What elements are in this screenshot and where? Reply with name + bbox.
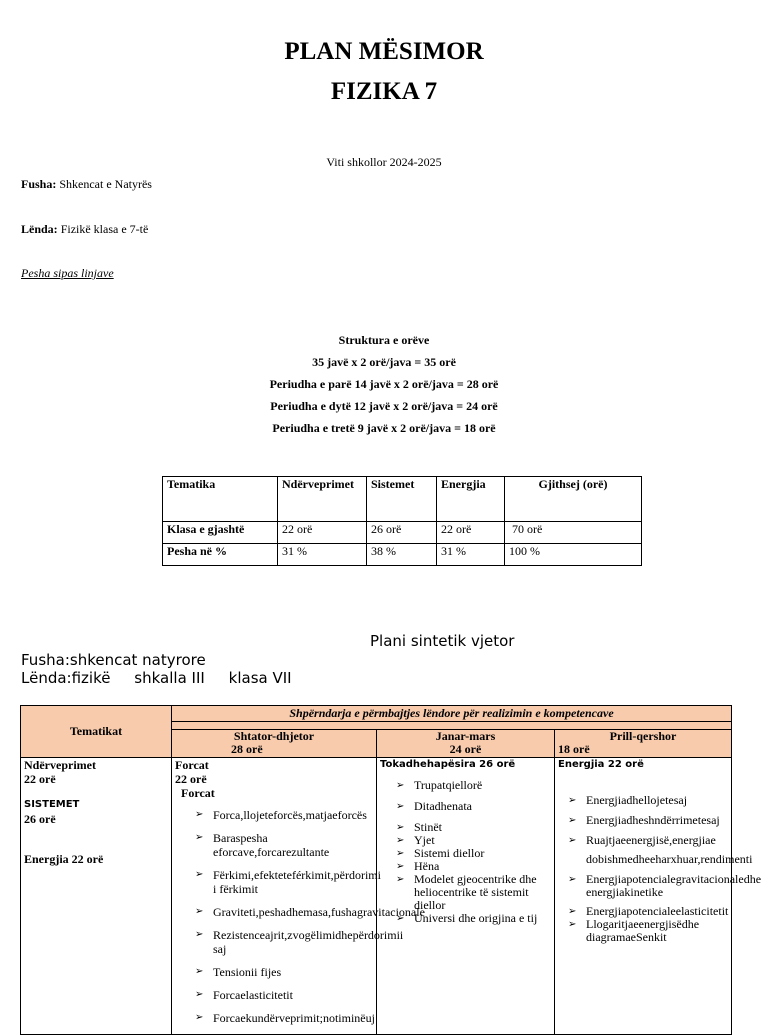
topic-list <box>380 779 551 813</box>
themes-cell <box>21 758 172 1035</box>
theme-name: Ndërveprimet <box>24 758 96 772</box>
list-item: ➢ Baraspesha eforcave,forcarezultante <box>191 831 373 859</box>
list-item: ➢ Fërkimi,efekteteférkimit,përdorimi i fërkimit <box>191 868 373 896</box>
table-row <box>163 522 642 544</box>
header-cell: Energjia <box>437 477 505 522</box>
header-cell: Tematika <box>163 477 278 522</box>
fusha-label: Fusha: <box>21 177 57 191</box>
table-cell: 31 % <box>278 544 367 566</box>
period-name: Janar-mars <box>435 729 496 743</box>
theme-hours: 26 orë <box>24 812 56 826</box>
synthetic-plan-title: Plani sintetik vjetor <box>370 632 515 650</box>
table-cell: 70 orë <box>505 522 642 544</box>
theme-name: Energjia 22 orë <box>24 852 104 866</box>
header-cell: Ndërveprimet <box>278 477 367 522</box>
fusha-line <box>21 177 152 192</box>
list-item: ➢ Energjiapotencialegravitacionaledhe energjiakinetike <box>564 873 728 899</box>
list-item: ➢ Yjet <box>392 834 551 847</box>
table-cell: 100 % <box>505 544 642 566</box>
list-item: ➢ Rezistenceajrit,zvogëlimidhepërdorimii saj <box>191 928 373 956</box>
plan-header-row <box>21 706 732 722</box>
structure-line: Periudha e parë 14 javë x 2 orë/java = 28 orë <box>269 377 499 391</box>
period-content-cell <box>555 758 762 1035</box>
header-cell: Sistemet <box>367 477 437 522</box>
list-item: ➢ Forcaekundërveprimit;notiminëuj <box>191 1011 373 1025</box>
period-cell <box>377 730 555 758</box>
period-cell <box>172 730 377 758</box>
plan-table <box>20 705 762 1035</box>
period-name: Shtator-dhjetor <box>233 729 315 743</box>
synthetic-lenda: Lënda:fizikë shkalla III klasa VII <box>21 669 292 687</box>
topic-list <box>558 791 753 869</box>
topic-hours: 22 orë <box>175 772 207 786</box>
list-item: ➢ Trupatqiellorë <box>392 779 551 792</box>
list-item: ➢ Stinët <box>392 821 551 834</box>
list-item: ➢ Energjiadhellojetesaj <box>564 791 728 810</box>
list-item: ➢ Ditadhenata <box>392 800 551 813</box>
structure-line: Periudha e dytë 12 javë x 2 orë/java = 24 orë <box>270 399 498 413</box>
synthetic-fusha: Fusha:shkencat natyrore <box>21 651 206 669</box>
school-year: Viti shkollor 2024-2025 <box>326 155 442 169</box>
list-item: ➢ Universi dhe origjina e tij <box>392 912 551 925</box>
period-cell <box>555 730 732 758</box>
list-item: ➢ Hëna <box>392 860 551 873</box>
table-header-row <box>163 477 642 522</box>
structure-heading: Struktura e orëve <box>338 333 430 347</box>
list-item: ➢ Ruajtjaeenergjisë,energjiae dobishmedheeharxhuar,rendimenti <box>564 831 728 869</box>
table-cell: 22 orë <box>437 522 505 544</box>
topic-heading: Forcat <box>175 758 209 772</box>
row-label-cell: Klasa e gjashtë <box>163 522 278 544</box>
list-item: ➢ Tensionii fijes <box>191 965 373 979</box>
topic-list <box>558 872 762 944</box>
period-hours: 18 orë <box>558 742 590 756</box>
table-cell: 38 % <box>367 544 437 566</box>
theme-hours: 22 orë <box>24 772 56 786</box>
list-item: ➢ Energjiapotencialeelasticitetit <box>564 905 728 918</box>
list-item: ➢ Forcaelasticitetit <box>191 988 373 1002</box>
table-cell: 31 % <box>437 544 505 566</box>
lenda-value: Fizikë klasa e 7-të <box>60 222 149 236</box>
list-item: ➢ Forca,llojeteforcës,matjaeforcës <box>191 808 373 822</box>
distribution-header: Shpërndarja e përmbajtjes lëndore për realizimin e kompetencave <box>172 706 732 722</box>
topic-list <box>380 821 551 925</box>
tematikat-header: Tematikat <box>21 706 172 758</box>
period-hours: 24 orë <box>449 742 482 756</box>
period-name: Prill-qershor <box>609 729 677 743</box>
document-subtitle: FIZIKA 7 <box>330 78 438 105</box>
list-item: ➢ Energjiadheshndërrimetesaj <box>564 811 728 830</box>
lenda-line <box>21 222 148 237</box>
theme-name: SISTEMET <box>24 799 80 810</box>
document-title: PLAN MËSIMOR <box>284 38 484 65</box>
structure-line: 35 javë x 2 orë/java = 35 orë <box>312 355 456 369</box>
pesha-link[interactable]: Pesha sipas linjave <box>21 266 114 280</box>
structure-line: Periudha e tretë 9 javë x 2 orë/java = 18 orë <box>272 421 496 435</box>
lenda-label: Lënda: <box>21 222 58 236</box>
weights-table <box>162 476 642 566</box>
topic-heading: Energjia 22 orë <box>558 759 644 770</box>
period-hours: 28 orë <box>231 742 263 756</box>
list-item: ➢ Sistemi diellor <box>392 847 551 860</box>
fusha-value: Shkencat e Natyrës <box>59 177 152 191</box>
list-item: ➢ Modelet gjeocentrike dhe heliocentrike të sistemit diellor <box>392 873 551 912</box>
table-row <box>163 544 642 566</box>
table-cell: 22 orë <box>278 522 367 544</box>
header-cell: Gjithsej (orë) <box>505 477 642 522</box>
period-content-cell <box>377 758 555 1035</box>
topic-heading: Tokadhehapësira 26 orë <box>380 759 516 770</box>
plan-content-row <box>21 758 732 1035</box>
table-cell: 26 orë <box>367 522 437 544</box>
subtopic-heading: Forcat <box>181 786 215 800</box>
row-label-cell: Pesha në % <box>163 544 278 566</box>
list-item: ➢ Llogaritjaeenergjisëdhe diagramaeSenkit <box>564 918 728 944</box>
list-item: ➢ Graviteti,peshadhemasa,fushagravitacionale <box>191 905 373 919</box>
